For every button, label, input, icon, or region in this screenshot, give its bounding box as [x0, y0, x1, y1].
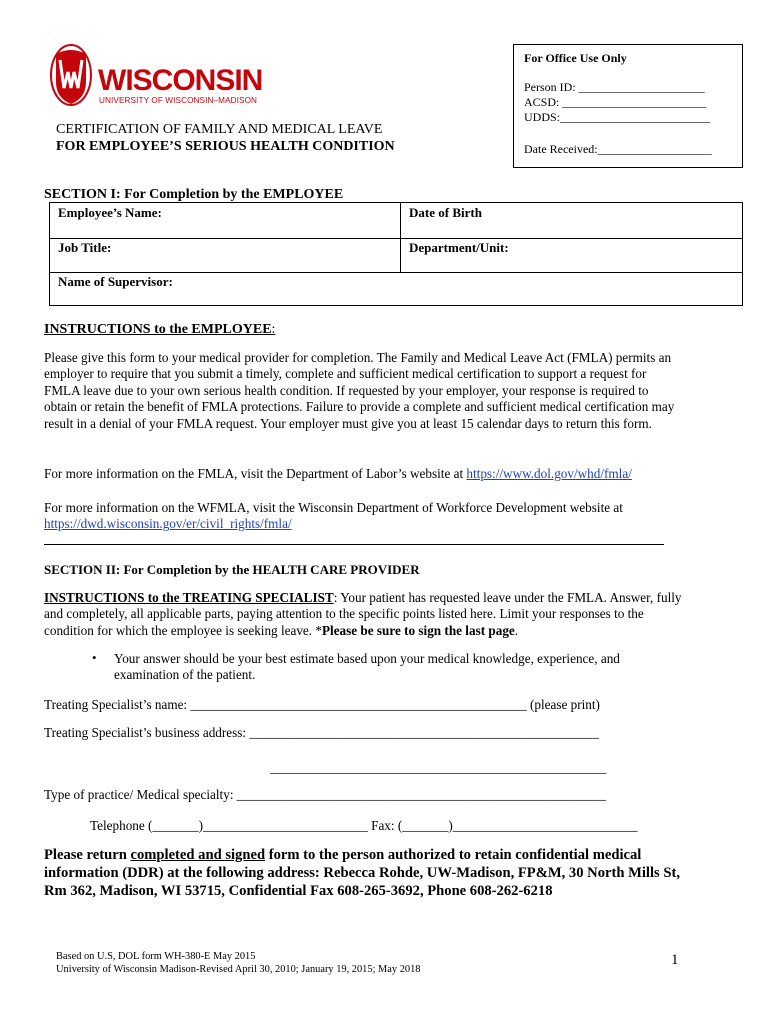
supervisor-field[interactable]: Name of Supervisor: [58, 274, 173, 289]
wfmla-info [44, 500, 684, 533]
divider [44, 544, 664, 545]
department-field[interactable]: Department/Unit: [409, 240, 509, 255]
footer-line2: University of Wisconsin Madison-Revised April 30, 2010; January 19, 2015; May 2018 [56, 964, 421, 975]
table-row [50, 238, 742, 273]
section2-heading: SECTION II: For Completion by the HEALTH CARE PROVIDER [44, 562, 420, 577]
form-title-line2: FOR EMPLOYEE’S SERIOUS HEALTH CONDITION [56, 139, 395, 154]
instructions-paragraph: Please give this form to your medical provider for completion. The Family and Medical Leave Act (FMLA) permits an employer to require that you submit a timely, complete and sufficient medical certification to support a request for FMLA leave due to your own serious health condition. If requested by your employer, your response is required to obtain or retain the benefit of FMLA protections. Failure to provide a complete and sufficient medical certification may result in a denial of your FMLA request. Your employer must give you at least 15 calendar days to return this form. [44, 350, 675, 431]
logo-wordmark: WISCONSIN [98, 64, 263, 97]
bullet-text: Your answer should be your best estimate based upon your medical knowledge, experience, and examination of the patient. [114, 651, 620, 683]
job-title-field[interactable]: Job Title: [50, 238, 401, 272]
page-number: 1 [671, 952, 679, 968]
specialist-address-field-2[interactable]: ___________________________________________________ [270, 760, 607, 775]
date-received-field[interactable]: Date Received:___________________ [524, 142, 712, 156]
period: . [514, 622, 519, 638]
wfmla-info-text: For more information on the WFMLA, visit the Wisconsin Department of Workforce Development website at [44, 500, 623, 515]
specialist-instructions-text: : Your patient has requested leave under the FMLA. Answer, fully and completely, all applicable parts, paying attention to the specific points listed here. Limit your responses to the condition for which the employee is seeking leave. * [44, 590, 682, 638]
dol-link[interactable]: https://www.dol.gov/whd/fmla/ [466, 466, 632, 481]
udds-field[interactable]: UDDS:_________________________ [524, 110, 711, 124]
table-row [50, 203, 742, 239]
fmla-info-text: For more information on the FMLA, visit the Department of Labor’s website at [44, 466, 467, 481]
instructions-heading-text: INSTRUCTIONS to the EMPLOYEE [44, 322, 272, 337]
crest-icon [48, 42, 94, 108]
return-text-c: form to the person authorized to retain confidential medical information (DDR) at the following address: Rebecca Rohde, UW-Madison, FP&M, 30 North Mills St, Rm 362, Madison, WI 53715, Confidential Fax 608-265-3692, Phone 608-262-6218 [44, 847, 680, 899]
person-id-field[interactable]: Person ID: _____________________ [524, 80, 705, 94]
return-text-a: Please return [44, 847, 131, 863]
uw-logo [48, 42, 268, 112]
dwd-link[interactable]: https://dwd.wisconsin.gov/er/civil_rights/fmla/ [44, 516, 292, 532]
acsd-field[interactable]: ACSD: ________________________ [524, 95, 707, 109]
return-text-b: completed and signed [130, 847, 266, 863]
form-title-line1: CERTIFICATION OF FAMILY AND MEDICAL LEAVE [56, 122, 383, 137]
specialist-name-field[interactable]: Treating Specialist’s name: ___________________________________________________ (please print) [44, 697, 600, 712]
instructions-employee-heading [44, 322, 275, 338]
footer [56, 950, 420, 976]
return-instructions [44, 846, 694, 900]
office-use-box [513, 44, 743, 168]
phone-fax-field[interactable]: Telephone (_______)_________________________ Fax: (_______)____________________________ [90, 818, 638, 833]
employee-info-table [49, 202, 743, 306]
bullet-icon: • [92, 650, 97, 665]
specialist-instructions-heading: INSTRUCTIONS to the TREATING SPECIALIST [44, 590, 334, 605]
sign-last-page-note: Please be sure to sign the last page [321, 622, 515, 638]
office-use-title: For Office Use Only [524, 51, 627, 65]
employee-name-field[interactable]: Employee’s Name: [50, 203, 401, 238]
specialist-address-field[interactable]: Treating Specialist’s business address: _____________________________________________________ [44, 725, 599, 740]
heading-colon: : [271, 322, 276, 337]
specialist-instructions [44, 590, 694, 639]
table-row [50, 272, 742, 305]
logo-subtitle: UNIVERSITY OF WISCONSIN–MADISON [99, 96, 258, 105]
footer-line1: Based on U.S, DOL form WH-380-E May 2015 [56, 951, 256, 962]
section1-heading: SECTION I: For Completion by the EMPLOYEE [44, 187, 344, 202]
dob-field[interactable]: Date of Birth [409, 205, 482, 220]
fmla-info [44, 466, 684, 482]
specialty-field[interactable]: Type of practice/ Medical specialty: ________________________________________________________ [44, 787, 607, 802]
